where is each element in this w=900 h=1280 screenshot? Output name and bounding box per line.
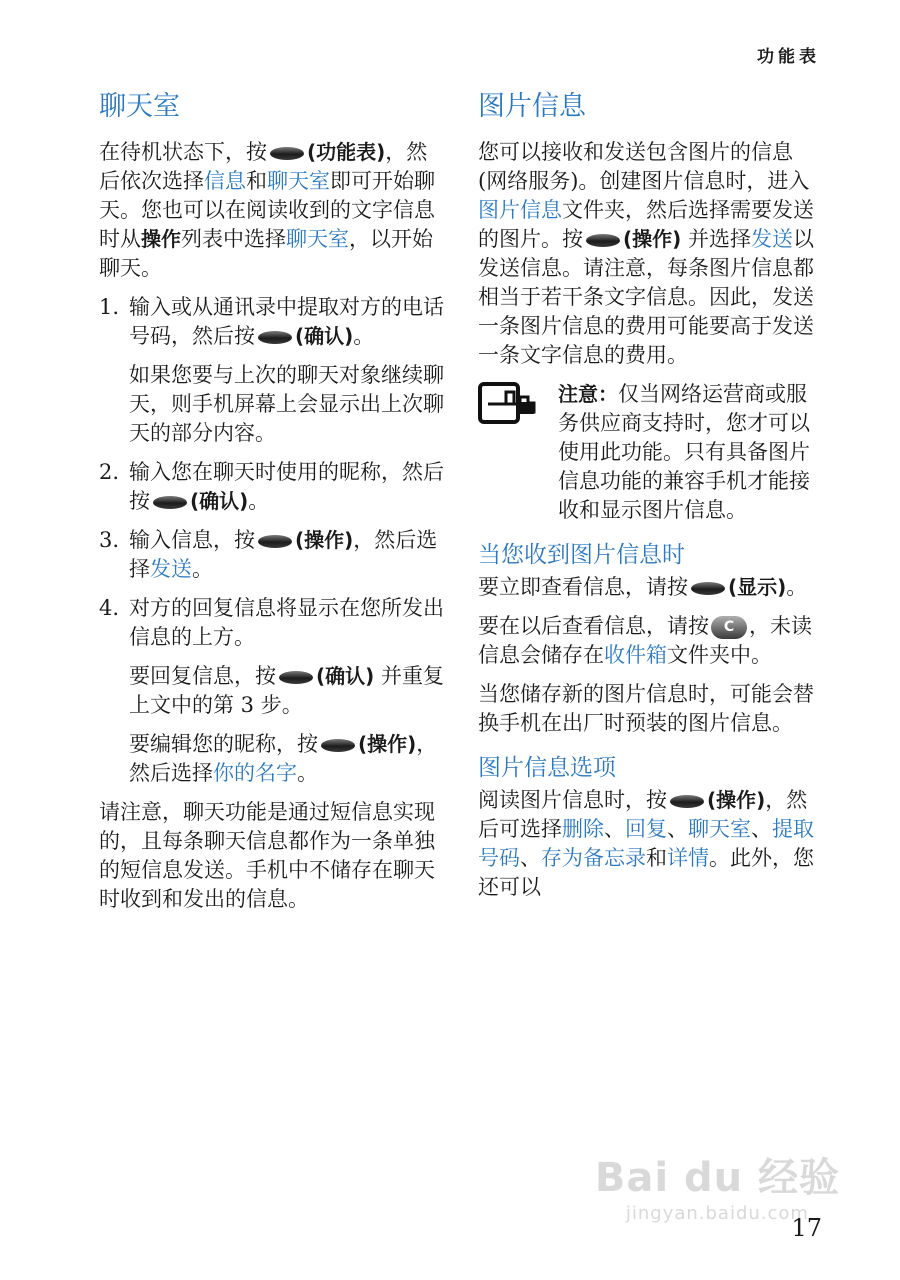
menu-link-chatroom-3[interactable]: 聊天室: [688, 817, 751, 841]
menu-link-picture-messages[interactable]: 图片信息: [478, 198, 562, 222]
selection-key-icon: [691, 582, 725, 595]
note-block: 注意：仅当网络运营商或服务供应商支持时，您才可以使用此功能。只有具备图片信息功能的兼容手机才能接收和显示图片信息。: [478, 380, 823, 525]
subheading-picture-message-options: 图片信息选项: [478, 755, 616, 781]
picture-messages-intro: 您可以接收和发送包含图片的信息 (网络服务)。创建图片信息时，进入图片信息文件夹，然后选择需要发送的图片。按 (操作) 并选择发送以发送信息。请注意，每条图片信息都相当于若干条文字信息。因此，发送一条图片信息的费用可能要高于发送一条文字信息的费用。: [478, 140, 814, 367]
page-number: 17: [791, 1214, 822, 1242]
watermark-url: jingyan.baidu.com: [625, 1203, 809, 1224]
step-1: 1. 输入或从通讯录中提取对方的电话号码，然后按 (确认)。 如果您要与上次的聊天对象继续聊天，则手机屏幕上会显示出上次聊天的部分内容。: [99, 293, 444, 448]
menu-link-reply[interactable]: 回复: [625, 817, 667, 841]
chatroom-intro: 在待机状态下，按 (功能表)，然后依次选择信息和聊天室即可开始聊天。您也可以在阅读收到的文字信息时从操作列表中选择聊天室，以开始聊天。: [99, 140, 435, 280]
selection-key-icon: [670, 795, 704, 808]
step-4: 4. 对方的回复信息将显示在您所发出信息的上方。 要回复信息，按 (确认) 并重复上文中的第 3 步。 要编辑您的昵称，按 (操作)，然后选择你的名字。: [99, 594, 444, 788]
left-column: [99, 88, 444, 924]
section-heading-picture-messages: 图片信息: [478, 91, 586, 122]
note-hand-icon: [478, 382, 536, 426]
menu-link-save-as-note[interactable]: 存为备忘录: [541, 846, 646, 870]
section-heading-chatroom: 聊天室: [99, 91, 180, 122]
step-2: 2. 输入您在聊天时使用的昵称，然后按 (确认)。: [99, 460, 444, 513]
selection-key-icon: [270, 147, 304, 160]
selection-key-icon: [586, 234, 620, 247]
chatroom-closing-note: 请注意，聊天功能是通过短信息实现的，且每条聊天信息都作为一条单独的短信息发送。手机中不储存在聊天时收到和发出的信息。: [99, 800, 435, 911]
running-header: 功能表: [757, 47, 820, 67]
menu-link-details[interactable]: 详情: [667, 846, 709, 870]
selection-key-icon: [153, 496, 187, 509]
menu-link-send[interactable]: 发送: [150, 557, 192, 581]
selection-key-icon: [321, 739, 355, 752]
right-column: 图片信息 您可以接收和发送包含图片的信息 (网络服务)。创建图片信息时，进入图片信息文件夹，然后选择需要发送的图片。按 (操作) 并选择发送以发送信息。请注意，每条图片信息都相当于若干条文字信息。因此，发送一条图片信息的费用可能要高于发送一条文字信息的费用。 注意：仅当网络运营商或服务供应商支持时，您才可以使用此功能。只有具备图片信息功能的兼容手机才能接收和显示图片信息。 当您收到图片信息时 要立即查看信息，请按 (显示)。 要在以后查看信息，请按 C ，未读信息会储存在收件箱文件夹中。 当您储存新的图片信息时，可能会替换手机在出厂时预装的图片信息。 图片信息选项 阅读图片信息时，按 (操作)，然后可选择删除、回复、聊天室、提取号码、存为备忘录和详情。此外，您还可以: [478, 88, 823, 912]
step-4-reply: 要回复信息，按 (确认) 并重复上文中的第 3 步。: [129, 664, 444, 717]
chatroom-steps: [99, 293, 444, 788]
clear-key-icon: C: [711, 616, 747, 639]
menu-link-chatroom[interactable]: 聊天室: [267, 169, 330, 193]
menu-link-your-name[interactable]: 你的名字: [213, 761, 297, 785]
selection-key-icon: [258, 535, 292, 548]
selection-key-icon: [258, 331, 292, 344]
baidu-watermark: [595, 1146, 840, 1224]
selection-key-icon: [279, 671, 313, 684]
menu-link-messages[interactable]: 信息: [204, 169, 246, 193]
step-4-edit-nickname: 要编辑您的昵称，按 (操作)，然后选择你的名字。: [129, 732, 438, 785]
menu-link-send[interactable]: 发送: [750, 227, 793, 251]
step-3: 3. 输入信息，按 (操作)，然后选择发送。: [99, 528, 438, 581]
menu-link-chatroom-2[interactable]: 聊天室: [286, 227, 349, 251]
watermark-logo: Bai du 经验: [594, 1155, 840, 1201]
menu-link-inbox[interactable]: 收件箱: [604, 643, 667, 667]
menu-link-use-number[interactable]: 提取号码: [478, 817, 814, 870]
menu-link-delete[interactable]: 删除: [562, 817, 604, 841]
step-1-detail: 如果您要与上次的聊天对象继续聊天，则手机屏幕上会显示出上次聊天的部分内容。: [129, 363, 444, 445]
subheading-receiving-picture-message: 当您收到图片信息时: [478, 542, 685, 568]
